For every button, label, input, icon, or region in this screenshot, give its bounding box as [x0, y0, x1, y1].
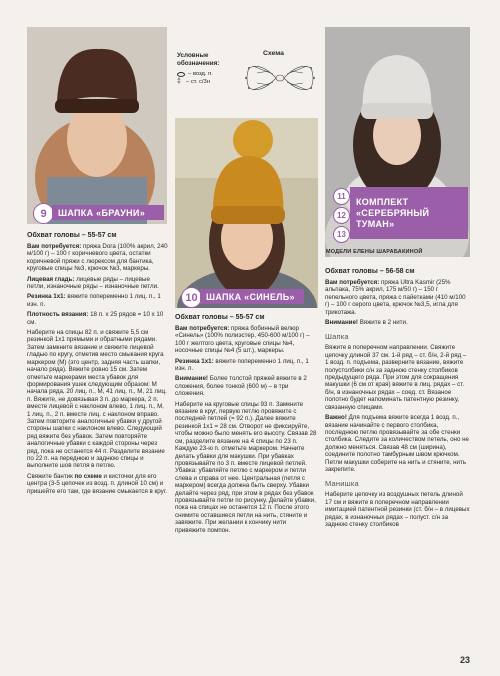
model-badge-11: 11 — [333, 188, 350, 205]
text-body-chenille: Наберите на круговые спицы 93 п. Замкните вязание в круг, первую петлю провяжите с последней петлей (= 92 п.). Далее вяжите резинкой 1x1 = 28 см. Отворот не фиксируйте, чтобы можно было менять его высоту. Связав 28 см, разделите вязание на 4 спицы по 23 п. Каждую 23-ю п. отметьте маркером. Начните делать убавки для макушки. При убавках провязывайте по 3 п. вместе лицевой петлей. Убавка: убавляйте петлю с маркером и петли слева и справа от нее. Центральная (петля с маркером) всегда должна быть сверху. Убавки делайте через ряд, при этом в рядах без убавок провязывайте петли по рисунку. Делайте убавки, пока на спицах не останется 12 п. После этого снимите оставшиеся петли на нить, стяните и завяжите. При желании к кончику нити привяжите помпон. — [175, 400, 317, 534]
legend-item-treble: – ст. с/3н — [186, 79, 210, 85]
bow-scheme-diagram — [243, 58, 317, 98]
text-rib: вяжите попеременно 1 лиц. п., 1 изн. п. — [27, 293, 161, 308]
label-rib-2: Резинка 1x1: — [175, 357, 214, 365]
set-badges — [333, 188, 351, 243]
label-attention-3: Внимание! — [325, 319, 358, 327]
title-banner-chenille — [200, 289, 304, 304]
head-size-brownie: Обхват головы – 55-57 см — [27, 232, 117, 239]
set-title-line2: «СЕРЕБРЯНЫЙ — [356, 207, 430, 218]
model-badge-9: 9 — [33, 203, 54, 224]
label-attention-2: Внимание! — [175, 375, 208, 383]
column-chenille — [175, 314, 318, 537]
scheme-title: Схема — [263, 50, 284, 57]
column-brownie — [27, 232, 168, 498]
hat-title-brownie: ШАПКА «БРАУНИ» — [58, 207, 146, 218]
text-snood: Наберите цепочку из воздушных петель длиной 17 см и вяжите в поперечном направлении имитацией патентной резинки (ст. б/н – в лицевых рядах, в изнаночных рядах – полуст. с/н за заднюю стенку столбиков — [325, 491, 470, 528]
text-body-brownie: Наберите на спицы 82 п. и свяжите 5,5 см резинкой 1x1 прямыми и обратными рядами. Затем замкните вязание и свяжите лицевой гладью по кругу, отметив место смыкания круга маркером (М) (это центр, задняя часть шапки, начало ряда). Вяжите ровно 15 см. Затем отметьте маркерами места убавок для формирования ушек следующим образом: М начала ряда, 20 лиц. п., М, 41 лиц. п., М, 21 лиц. п. Вяжите, не довязывая 3 п. до маркера, 2 п. вместе лицевой с наклоном влево, 1 лиц. п., М, 1 лиц. п., 2 п. вместе лиц. с наклоном вправо. Затем повторите аналогичные убавки у другой стороны шапки с наклоном влево. Следующий ряд вяжите без убавок. Затем повторяйте аналогичные убавки с каждой стороны через ряд, пока не останется 44 п. Разделите вязание по 22 п. на переднюю и заднюю спицы и выполните шов петля в петлю. — [27, 329, 167, 470]
photo-brownie-hat — [27, 27, 167, 224]
title-banner-brownie — [52, 205, 164, 220]
label-needs-2: Вам потребуется: — [175, 325, 230, 332]
photo-chenille-hat — [175, 118, 318, 308]
text-attention-2: Более толстой пряжей вяжите в 2 сложения, более тонкой (600 м) – в три сложения. — [175, 375, 307, 398]
label-smooth: Лицевая гладь: — [27, 275, 75, 283]
text-density: 18 п. x 25 рядов = 10 x 10 см. — [27, 311, 164, 326]
text-needs-3: пряжа Ultra Kasmir (25% альпака, 75% акрил, 175 м/50 г) – 150 г пепельного цвета, пряжа с пайетками (410 м/100 г) – 100 г серого цвета, крючок №3,5, игла для трикотажа. — [325, 279, 466, 316]
section-heading-snood: Манишка — [325, 479, 359, 489]
label-rib: Резинка 1x1: — [27, 293, 66, 301]
text-important: Для подъема вяжите всегда 1 возд. п., вязание начинайте с первого столбика, последнюю петлю провязывайте за обе стенки столбика. Следите за количеством петель, оно не должно меняться. Связав 48 см (ширина), соедините полотно тамбурным швом крючком. Петли макушки соберите на нить и стяните, нить закрепите. — [325, 414, 469, 473]
model-badge-10: 10 — [181, 287, 202, 308]
double-treble-icon: ‡ — [177, 78, 181, 85]
legend-item-chain: – возд. п. — [188, 71, 213, 77]
label-needs-3: Вам потребуется: — [325, 279, 380, 286]
text-attention-3: Вяжите в 2 нити. — [358, 319, 408, 327]
text-bow-a: Свяжите бантик — [27, 472, 75, 480]
set-title-line1: КОМПЛЕКТ — [356, 196, 409, 207]
text-smooth: лицевые ряды – лицевые петли, изнаночные ряды – изнаночные петли. — [27, 275, 159, 291]
text-rib-2: вяжите попеременно 1 лиц. п., 1 изн. п. — [175, 357, 309, 373]
section-heading-hat: Шапка — [325, 332, 349, 342]
legend-title: Условные обозначения: — [177, 52, 220, 67]
text-bow-b: по схеме — [74, 472, 102, 480]
set-title-line3: ТУМАН» — [356, 218, 395, 229]
label-needs: Вам потребуется: — [27, 243, 82, 250]
text-hat: Вяжите в поперечном направлении. Свяжите цепочку длиной 37 см. 1-й ряд – ст. б/н, 2-й ряд – 1 возд. п. подъема, разверните вязание, вяжите полустолбики с/н за заднюю стенку столбиков предыдущего ряда. При этом для сокращения макушки (6 см от края) вяжите в лиц. рядах – ст. б/н, в изнаночных рядах – соед. ст. Вязаное полотно будет напоминать патентную резинку, связанную спицами. — [325, 344, 467, 411]
chain-stitch-icon — [177, 72, 185, 77]
text-needs: пряжа Dora (100% акрил, 240 м/100 г) – 100 г коричневого цвета, остатки коричневой пряжи с люрексом для бантика, круговые спицы №3, крючок №3, маркеры. — [27, 243, 168, 273]
model-badge-12: 12 — [333, 207, 350, 224]
head-size-chenille: Обхват головы – 55-57 см — [175, 314, 265, 321]
model-badge-13: 13 — [333, 226, 350, 243]
title-banner-silver-fog — [350, 187, 468, 239]
head-size-silver-fog: Обхват головы – 56-58 см — [325, 268, 415, 275]
column-silver-fog — [325, 268, 470, 531]
label-density: Плотность вязания: — [27, 311, 89, 319]
label-important: Важно! — [325, 414, 347, 422]
text-needs-2: пряжа бобинный велюр «Синель» (100% полиэстер, 450-600 м/100 г) – 100 г желтого цвета, круговые спицы №4, носочные спицы №4 (5 шт.), маркеры. — [175, 325, 310, 355]
page-number: 23 — [460, 655, 471, 665]
text-bow-c: и кисточки для его центра (3-5 цепочек из возд. п. длиной 10 см) и пришейте его там, где вязание смыкается в круг. — [27, 472, 167, 495]
hat-title-chenille: ШАПКА «СИНЕЛЬ» — [206, 291, 295, 302]
author-credit: МОДЕЛИ ЕЛЕНЫ ШАРАБАКИНОЙ — [326, 249, 423, 255]
legend — [177, 52, 243, 86]
